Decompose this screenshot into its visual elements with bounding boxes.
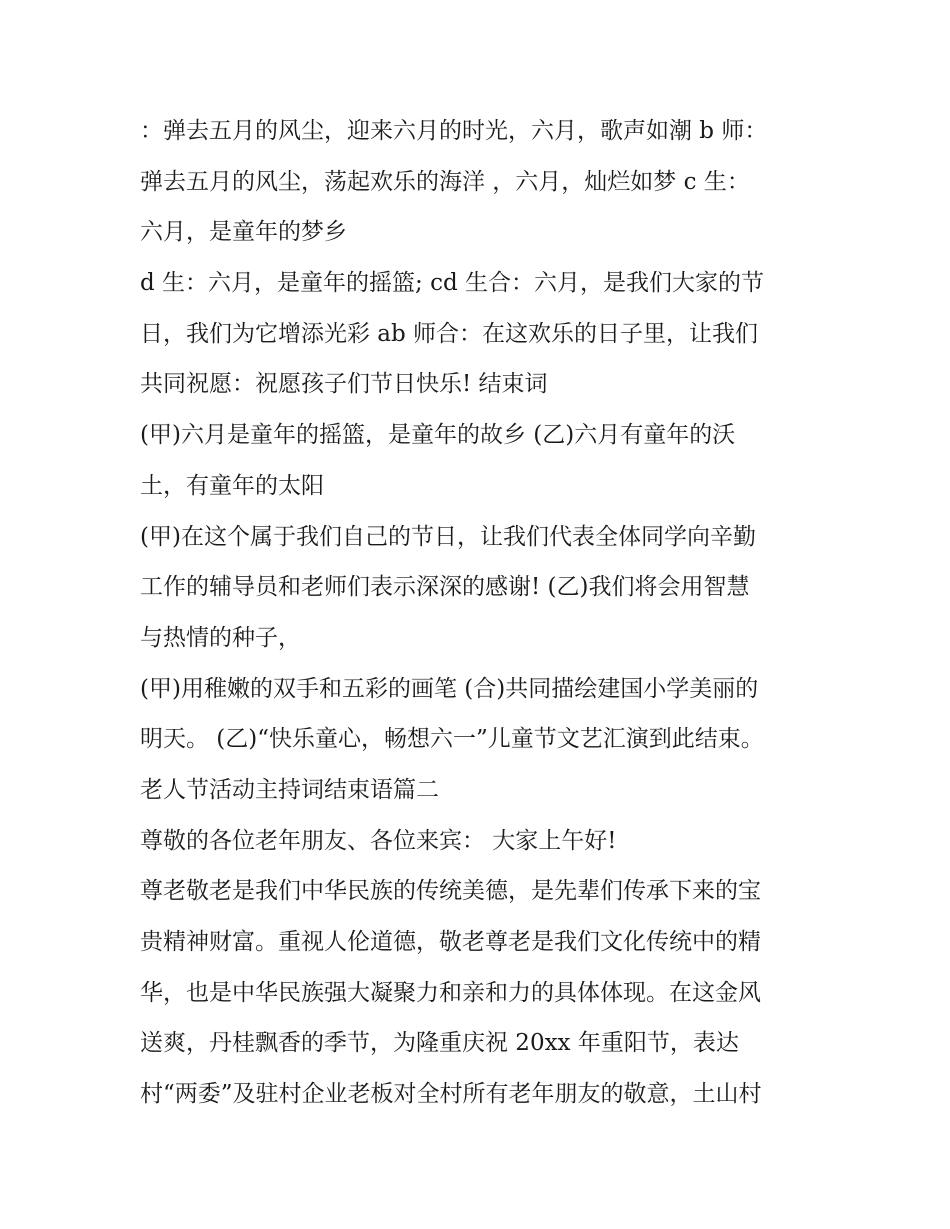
text-line-2: 弹去五月的风尘，荡起欢乐的海洋 ，六月，灿烂如梦 c 生： [140,168,750,195]
text-line-19: 送爽，丹桂飘香的季节，为隆重庆祝 20xx 年重阳节，表达 [140,1030,739,1057]
text-line-16: 尊老敬老是我们中华民族的传统美德，是先辈们传承下来的宝 [140,878,761,905]
text-line-17: 贵精神财富。重视人伦道德，敬老尊老是我们文化传统中的精 [140,929,761,955]
text-line-3: 六月，是童年的梦乡 [140,219,347,246]
text-line-12: (甲)用稚嫩的双手和五彩的画笔 (合)共同描绘建国小学美丽的 [140,675,759,702]
document-body [140,106,820,1120]
text-line-11: 与热情的种子， [140,624,301,651]
section-heading: 老人节活动主持词结束语篇二 [140,776,439,803]
text-line-10: 工作的辅导员和老师们表示深深的感谢! (乙)我们将会用智慧 [140,574,750,601]
text-line-20: 村“两委”及驻村企业老板对全村所有老年朋友的敬意，土山村 [140,1081,762,1108]
text-line-6: 共同祝愿：祝愿孩子们节日快乐! 结束词 [140,371,548,398]
text-line-8: 土，有童年的太阳 [140,472,324,499]
text-line-4: d 生：六月，是童年的摇篮; cd 生合：六月，是我们大家的节 [140,270,765,297]
text-line-5: 日，我们为它增添光彩 ab 师合：在这欢乐的日子里，让我们 [140,320,759,347]
text-line-9: (甲)在这个属于我们自己的节日，让我们代表全体同学向辛勤 [140,523,756,550]
text-line-13: 明天。 (乙)“快乐童心，畅想六一”儿童节文艺汇演到此结束。 [140,726,764,753]
text-line-1: ：弹去五月的风尘，迎来六月的时光，六月，歌声如潮 b 师： [140,118,768,144]
text-line-7: (甲)六月是童年的摇篮，是童年的故乡 (乙)六月有童年的沃 [140,422,736,449]
text-line-15: 尊敬的各位老年朋友、各位来宾： 大家上午好! [140,827,617,854]
text-line-18: 华，也是中华民族强大凝聚力和亲和力的具体体现。在这金风 [140,979,761,1006]
